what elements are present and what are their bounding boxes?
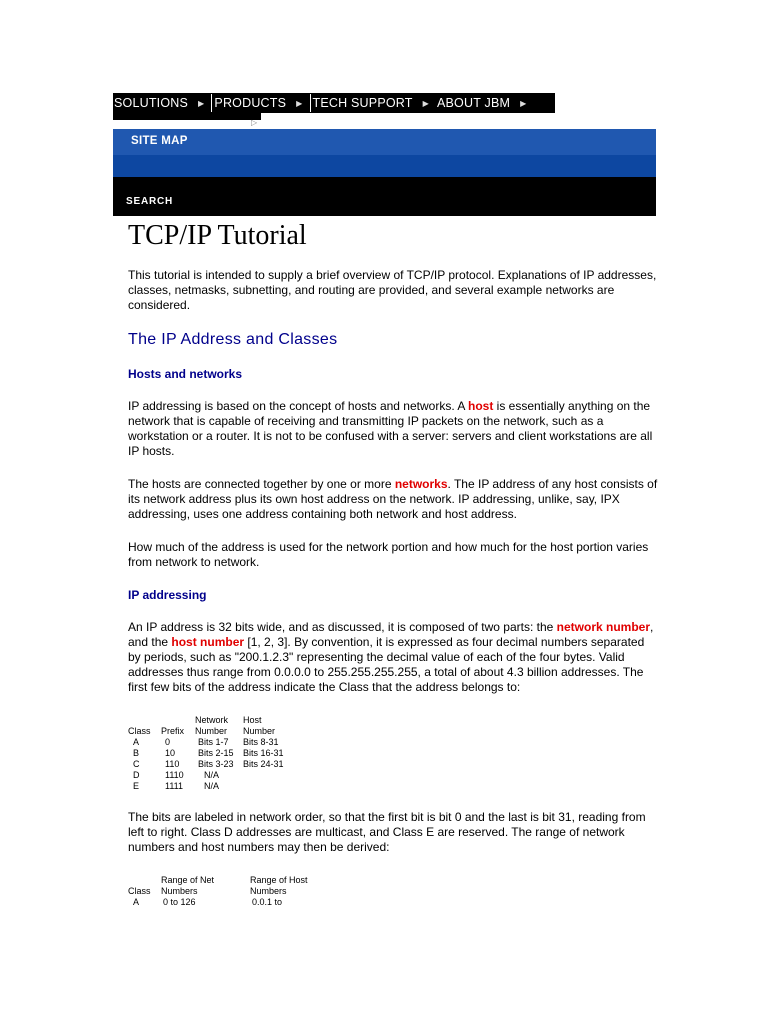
- pointer-arrow-icon: ▷: [251, 118, 258, 127]
- table-row: [128, 781, 293, 792]
- site-map-link[interactable]: SITE MAP: [131, 135, 188, 147]
- text: An IP address is 32 bits wide, and as discussed, it is composed of two parts: the: [128, 620, 557, 634]
- table-cell: Bits 16-31: [243, 748, 284, 758]
- table-cell: B: [133, 748, 140, 758]
- nav-divider: [310, 94, 311, 112]
- table-header: Range of Host Numbers: [250, 875, 308, 896]
- paragraph-hosts: [128, 399, 658, 459]
- top-nav: [113, 93, 555, 113]
- table-cell: 1110: [165, 770, 184, 780]
- table-header: Class: [128, 886, 151, 896]
- table-cell: N/A: [204, 781, 220, 791]
- arrow-right-icon: ▶: [296, 98, 303, 108]
- text: is essentially anything on the network that is capable of receiving and transmitting IP packets on the network, such as a workstation or a router. It is not to be confused with a server: servers and client workstations are all IP hosts.: [128, 399, 653, 458]
- nav-label: PRODUCTS: [214, 96, 287, 110]
- table-cell: Bits 2-15: [198, 748, 234, 758]
- table-header: Prefix: [161, 726, 185, 736]
- nav-tech-support[interactable]: [312, 93, 436, 113]
- subsection-heading-hosts: Hosts and networks: [128, 367, 243, 381]
- table-cell: 110: [165, 759, 180, 769]
- term-host: host: [468, 399, 494, 413]
- site-map-bar: [113, 129, 656, 177]
- table-cell: 0.0.1 to: [252, 897, 283, 907]
- nav-divider: [211, 94, 212, 112]
- table-cell: 0: [165, 737, 171, 747]
- range-table: [128, 875, 340, 908]
- page-title: TCP/IP Tutorial: [128, 220, 307, 251]
- table-cell: [243, 770, 293, 781]
- search-link[interactable]: SEARCH: [126, 196, 174, 207]
- table-cell: N/A: [204, 770, 220, 780]
- article: [128, 216, 658, 908]
- table-cell: Bits 8-31: [243, 737, 279, 747]
- table-cell: Bits 24-31: [243, 759, 284, 769]
- nav-solutions[interactable]: [113, 93, 211, 113]
- nav-label: SOLUTIONS: [114, 96, 189, 110]
- nav-subbar: [113, 113, 261, 120]
- table-cell: Bits 1-7: [198, 737, 229, 747]
- text: [1, 2, 3]. By convention, it is expressed as four decimal numbers separated by periods, such as "200.1.2.3" representing the decimal value of each of the four bytes. Valid addresses thus range from 0.0.0.0 to 255.255.255.255, a total of about 4.3 billion addresses. The first few bits of the address indicate the Class that the address belongs to:: [128, 635, 645, 694]
- table-header: Network Number: [195, 715, 229, 736]
- table-cell: Bits 3-23: [198, 759, 234, 769]
- subsection-heading-ip: IP addressing: [128, 588, 207, 602]
- section-heading: The IP Address and Classes: [128, 331, 338, 348]
- table-cell: 0 to 126: [163, 897, 196, 907]
- table-cell: 1111: [165, 781, 184, 791]
- table-row: [128, 737, 293, 748]
- paragraph-networks: [128, 477, 658, 522]
- table-row: [128, 759, 293, 770]
- nav-products[interactable]: [213, 93, 309, 113]
- table-row: [128, 748, 293, 759]
- table-cell: 10: [165, 748, 176, 758]
- paragraph-portion: How much of the address is used for the network portion and how much for the host portion varies from network to network.: [128, 540, 649, 569]
- arrow-right-icon: ▶: [520, 98, 527, 108]
- text: The hosts are connected together by one or more: [128, 477, 395, 491]
- table-cell: C: [133, 759, 140, 769]
- nav-label: TECH SUPPORT: [312, 96, 413, 110]
- table-header-row: [128, 715, 293, 737]
- arrow-right-icon: ▶: [198, 98, 205, 108]
- class-table: [128, 715, 293, 792]
- table-cell: D: [133, 770, 140, 780]
- table-header-row: [128, 875, 340, 897]
- table-cell: [243, 781, 293, 792]
- nav-about[interactable]: [436, 93, 533, 113]
- nav-label: ABOUT JBM: [436, 96, 511, 110]
- table-header: Range of Net Numbers: [161, 875, 215, 896]
- text: . The IP address of any host consists of its network address plus its own host address on the network. IP addressing, unlike, say, IPX addressing, uses one address containing both network and host address.: [128, 477, 658, 521]
- table-cell: E: [133, 781, 140, 791]
- term-network-number: network number: [556, 620, 651, 634]
- table-cell: A: [133, 897, 140, 907]
- text: IP addressing is based on the concept of hosts and networks. A: [128, 399, 468, 413]
- search-bar: [113, 177, 656, 216]
- paragraph-bits: The bits are labeled in network order, so that the first bit is bit 0 and the last is bit 31, reading from left to right. Class D addresses are multicast, and Class E are reserved. The range of network numbers and host numbers may then be derived:: [128, 810, 646, 854]
- table-cell: A: [133, 737, 140, 747]
- table-header: Host Number: [243, 715, 276, 736]
- text: , and the: [128, 620, 654, 649]
- table-row: [128, 770, 293, 781]
- term-networks: networks: [394, 477, 448, 491]
- intro-paragraph: This tutorial is intended to supply a brief overview of TCP/IP protocol. Explanations of IP addresses, classes, netmasks, subnetting, and routing are provided, and several example networks are considered.: [128, 268, 657, 312]
- table-row: [128, 897, 340, 908]
- term-host-number: host number: [171, 635, 245, 649]
- paragraph-ip: [128, 620, 658, 695]
- table-header: Class: [128, 726, 151, 736]
- arrow-right-icon: ▶: [422, 98, 429, 108]
